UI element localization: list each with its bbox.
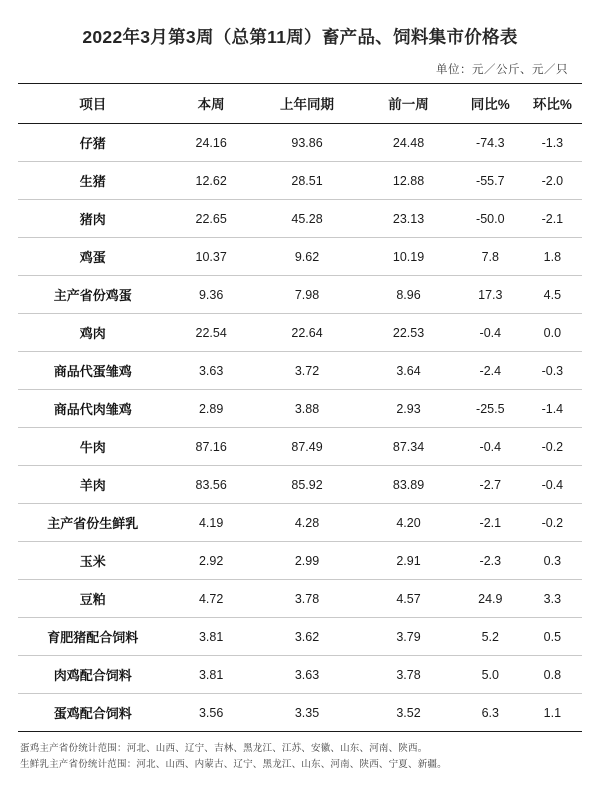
- cell-mom: -1.3: [523, 124, 582, 162]
- column-header-this-week: 本周: [167, 84, 254, 124]
- cell-this-week: 3.81: [167, 656, 254, 694]
- cell-yoy: -0.4: [458, 314, 523, 352]
- cell-last-year: 4.28: [255, 504, 359, 542]
- cell-mom: 4.5: [523, 276, 582, 314]
- cell-yoy: -25.5: [458, 390, 523, 428]
- cell-prev-week: 12.88: [359, 162, 458, 200]
- cell-prev-week: 4.20: [359, 504, 458, 542]
- cell-prev-week: 3.52: [359, 694, 458, 732]
- table-row: [18, 390, 582, 428]
- table-row: [18, 542, 582, 580]
- table-row: [18, 580, 582, 618]
- cell-item: 羊肉: [18, 466, 167, 504]
- column-header-mom: 环比%: [523, 84, 582, 124]
- cell-this-week: 9.36: [167, 276, 254, 314]
- cell-prev-week: 3.79: [359, 618, 458, 656]
- table-row: [18, 618, 582, 656]
- cell-prev-week: 23.13: [359, 200, 458, 238]
- cell-mom: -0.3: [523, 352, 582, 390]
- cell-last-year: 22.64: [255, 314, 359, 352]
- table-row: [18, 238, 582, 276]
- cell-mom: -2.0: [523, 162, 582, 200]
- table-header-row: [18, 84, 582, 124]
- cell-item: 蛋鸡配合饲料: [18, 694, 167, 732]
- cell-mom: 3.3: [523, 580, 582, 618]
- cell-yoy: -74.3: [458, 124, 523, 162]
- cell-prev-week: 2.93: [359, 390, 458, 428]
- cell-item: 豆粕: [18, 580, 167, 618]
- cell-this-week: 22.54: [167, 314, 254, 352]
- footnote-milk-provinces: 生鲜乳主产省份统计范围：河北、山西、内蒙古、辽宁、黑龙江、山东、河南、陕西、宁夏、新疆。: [20, 758, 447, 770]
- cell-mom: 1.8: [523, 238, 582, 276]
- cell-mom: -0.2: [523, 428, 582, 466]
- cell-yoy: -50.0: [458, 200, 523, 238]
- cell-item: 猪肉: [18, 200, 167, 238]
- cell-this-week: 3.63: [167, 352, 254, 390]
- cell-mom: 0.8: [523, 656, 582, 694]
- cell-last-year: 93.86: [255, 124, 359, 162]
- cell-yoy: -2.3: [458, 542, 523, 580]
- cell-prev-week: 83.89: [359, 466, 458, 504]
- cell-item: 主产省份生鲜乳: [18, 504, 167, 542]
- cell-prev-week: 3.64: [359, 352, 458, 390]
- cell-this-week: 2.89: [167, 390, 254, 428]
- cell-yoy: 5.0: [458, 656, 523, 694]
- cell-last-year: 3.62: [255, 618, 359, 656]
- cell-yoy: 7.8: [458, 238, 523, 276]
- cell-this-week: 3.81: [167, 618, 254, 656]
- cell-item: 商品代蛋雏鸡: [18, 352, 167, 390]
- cell-last-year: 28.51: [255, 162, 359, 200]
- cell-prev-week: 8.96: [359, 276, 458, 314]
- column-header-item: 项目: [18, 84, 167, 124]
- cell-this-week: 2.92: [167, 542, 254, 580]
- cell-mom: 1.1: [523, 694, 582, 732]
- table-row: [18, 162, 582, 200]
- cell-item: 商品代肉雏鸡: [18, 390, 167, 428]
- price-table: [18, 83, 582, 732]
- cell-prev-week: 22.53: [359, 314, 458, 352]
- cell-last-year: 9.62: [255, 238, 359, 276]
- footnote-egg-provinces: 蛋鸡主产省份统计范围：河北、山西、辽宁、吉林、黑龙江、江苏、安徽、山东、河南、陕西。: [20, 743, 428, 754]
- cell-this-week: 22.65: [167, 200, 254, 238]
- cell-this-week: 12.62: [167, 162, 254, 200]
- cell-yoy: -0.4: [458, 428, 523, 466]
- cell-yoy: 6.3: [458, 694, 523, 732]
- column-header-prev-week: 前一周: [359, 84, 458, 124]
- cell-yoy: -2.1: [458, 504, 523, 542]
- cell-yoy: 5.2: [458, 618, 523, 656]
- cell-last-year: 87.49: [255, 428, 359, 466]
- cell-mom: -0.4: [523, 466, 582, 504]
- cell-prev-week: 3.78: [359, 656, 458, 694]
- table-row: [18, 276, 582, 314]
- cell-item: 玉米: [18, 542, 167, 580]
- cell-last-year: 3.63: [255, 656, 359, 694]
- cell-last-year: 2.99: [255, 542, 359, 580]
- cell-item: 鸡蛋: [18, 238, 167, 276]
- cell-this-week: 4.72: [167, 580, 254, 618]
- cell-yoy: -2.7: [458, 466, 523, 504]
- cell-last-year: 45.28: [255, 200, 359, 238]
- table-row: [18, 428, 582, 466]
- cell-item: 主产省份鸡蛋: [18, 276, 167, 314]
- column-header-yoy: 同比%: [458, 84, 523, 124]
- cell-prev-week: 2.91: [359, 542, 458, 580]
- cell-last-year: 3.72: [255, 352, 359, 390]
- cell-last-year: 3.78: [255, 580, 359, 618]
- cell-mom: -0.2: [523, 504, 582, 542]
- cell-yoy: -2.4: [458, 352, 523, 390]
- cell-last-year: 3.88: [255, 390, 359, 428]
- cell-this-week: 24.16: [167, 124, 254, 162]
- cell-this-week: 83.56: [167, 466, 254, 504]
- table-row: [18, 352, 582, 390]
- cell-this-week: 87.16: [167, 428, 254, 466]
- footnotes: [18, 732, 582, 772]
- table-row: [18, 694, 582, 732]
- table-row: [18, 314, 582, 352]
- cell-mom: -2.1: [523, 200, 582, 238]
- cell-this-week: 4.19: [167, 504, 254, 542]
- page-title: 2022年3月第3周（总第11周）畜产品、饲料集市价格表: [82, 27, 518, 47]
- column-header-last-year: 上年同期: [255, 84, 359, 124]
- cell-item: 仔猪: [18, 124, 167, 162]
- cell-prev-week: 4.57: [359, 580, 458, 618]
- cell-mom: 0.3: [523, 542, 582, 580]
- table-row: [18, 466, 582, 504]
- cell-yoy: 24.9: [458, 580, 523, 618]
- cell-yoy: -55.7: [458, 162, 523, 200]
- cell-mom: -1.4: [523, 390, 582, 428]
- table-row: [18, 200, 582, 238]
- unit-note: 单位：元／公斤、元／只: [436, 64, 568, 76]
- cell-mom: 0.5: [523, 618, 582, 656]
- cell-mom: 0.0: [523, 314, 582, 352]
- cell-prev-week: 24.48: [359, 124, 458, 162]
- cell-this-week: 3.56: [167, 694, 254, 732]
- cell-this-week: 10.37: [167, 238, 254, 276]
- cell-item: 育肥猪配合饲料: [18, 618, 167, 656]
- cell-prev-week: 87.34: [359, 428, 458, 466]
- table-row: [18, 504, 582, 542]
- table-row: [18, 124, 582, 162]
- cell-item: 鸡肉: [18, 314, 167, 352]
- cell-yoy: 17.3: [458, 276, 523, 314]
- cell-last-year: 3.35: [255, 694, 359, 732]
- cell-prev-week: 10.19: [359, 238, 458, 276]
- cell-item: 生猪: [18, 162, 167, 200]
- cell-last-year: 7.98: [255, 276, 359, 314]
- cell-last-year: 85.92: [255, 466, 359, 504]
- cell-item: 肉鸡配合饲料: [18, 656, 167, 694]
- cell-item: 牛肉: [18, 428, 167, 466]
- table-row: [18, 656, 582, 694]
